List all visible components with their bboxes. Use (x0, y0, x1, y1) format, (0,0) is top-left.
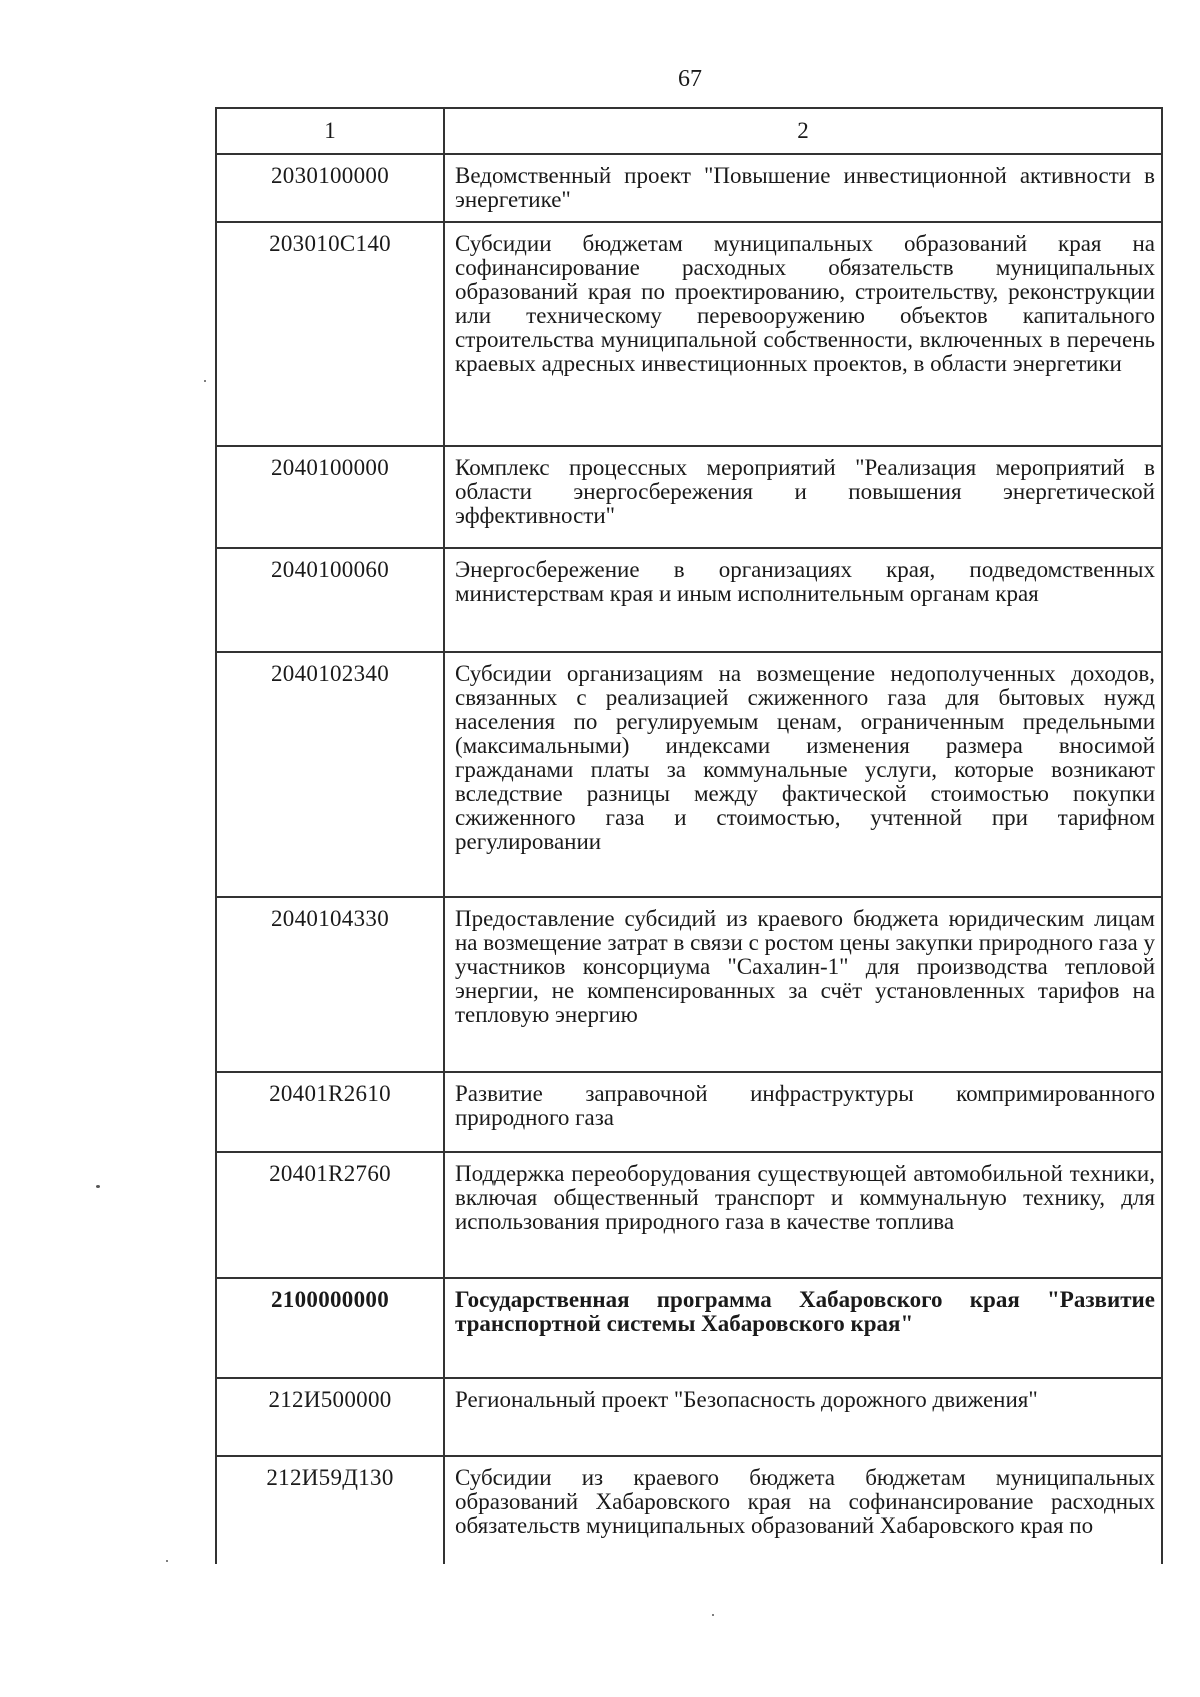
row-description: Предоставление субсидий из краевого бюджета юридическим лицам на возмещение затрат в связи с ростом цены закупки природного газа у участников консорциума "Сахалин-1" для производства тепловой энергии, не компенсированных за счёт установленных тарифов на тепловую энергию (444, 897, 1162, 1072)
row-description: Субсидии организациям на возмещение недополученных доходов, связанных с реализацией сжиженного газа для бытовых нужд населения по регулируемым ценам, ограниченным предельными (максимальными) индексами изменения размера вносимой гражданами платы за коммунальные услуги, которые возникают вследствие разницы между фактической стоимостью покупки сжиженного газа и стоимостью, учтенной при тарифном регулировании (444, 652, 1162, 897)
table-row (216, 1456, 1162, 1564)
row-description: Ведомственный проект "Повышение инвестиционной активности в энергетике" (444, 154, 1162, 222)
row-code: 2040104330 (216, 897, 444, 1072)
scan-speck (712, 1614, 714, 1616)
header-col-1: 1 (216, 108, 444, 154)
scan-speck (166, 1560, 168, 1562)
row-code: 2040100000 (216, 446, 444, 548)
row-code: 2040100060 (216, 548, 444, 652)
row-description: Региональный проект "Безопасность дорожного движения" (444, 1378, 1162, 1456)
row-description: Государственная программа Хабаровского края "Развитие транспортной системы Хабаровского края" (444, 1278, 1162, 1378)
table-header-row (216, 108, 1162, 154)
scan-speck (204, 380, 206, 382)
row-description: Развитие заправочной инфраструктуры компримированного природного газа (444, 1072, 1162, 1152)
row-code: 212И500000 (216, 1378, 444, 1456)
table-row (216, 548, 1162, 652)
row-code: 2100000000 (216, 1278, 444, 1378)
table-row (216, 1152, 1162, 1278)
table-row (216, 1278, 1162, 1378)
table-row (216, 1072, 1162, 1152)
table-row (216, 897, 1162, 1072)
scan-speck (96, 1185, 100, 1188)
table-row (216, 222, 1162, 446)
page-number: 67 (678, 66, 702, 92)
table-row (216, 154, 1162, 222)
row-code: 2040102340 (216, 652, 444, 897)
row-description: Субсидии бюджетам муниципальных образований края на софинансирование расходных обязательств муниципальных образований края по проектированию, строительству, реконструкции или техническому перевооружению объектов капитального строительства муниципальной собственности, включенных в перечень краевых адресных инвестиционных проектов, в области энергетики (444, 222, 1162, 446)
row-code: 20401R2610 (216, 1072, 444, 1152)
row-description: Энергосбережение в организациях края, подведомственных министерствам края и иным исполнительным органам края (444, 548, 1162, 652)
table-row (216, 446, 1162, 548)
row-code: 2030100000 (216, 154, 444, 222)
table-row (216, 652, 1162, 897)
row-description: Комплекс процессных мероприятий "Реализация мероприятий в области энергосбережения и повышения энергетической эффективности" (444, 446, 1162, 548)
budget-classification-table (215, 107, 1163, 1564)
row-code: 212И59Д130 (216, 1456, 444, 1564)
table-row (216, 1378, 1162, 1456)
row-code: 203010С140 (216, 222, 444, 446)
row-code: 20401R2760 (216, 1152, 444, 1278)
header-col-2: 2 (444, 108, 1162, 154)
row-description: Субсидии из краевого бюджета бюджетам муниципальных образований Хабаровского края на софинансирование расходных обязательств муниципальных образований Хабаровского края по (444, 1456, 1162, 1564)
row-description: Поддержка переоборудования существующей автомобильной техники, включая общественный транспорт и коммунальную технику, для использования природного газа в качестве топлива (444, 1152, 1162, 1278)
